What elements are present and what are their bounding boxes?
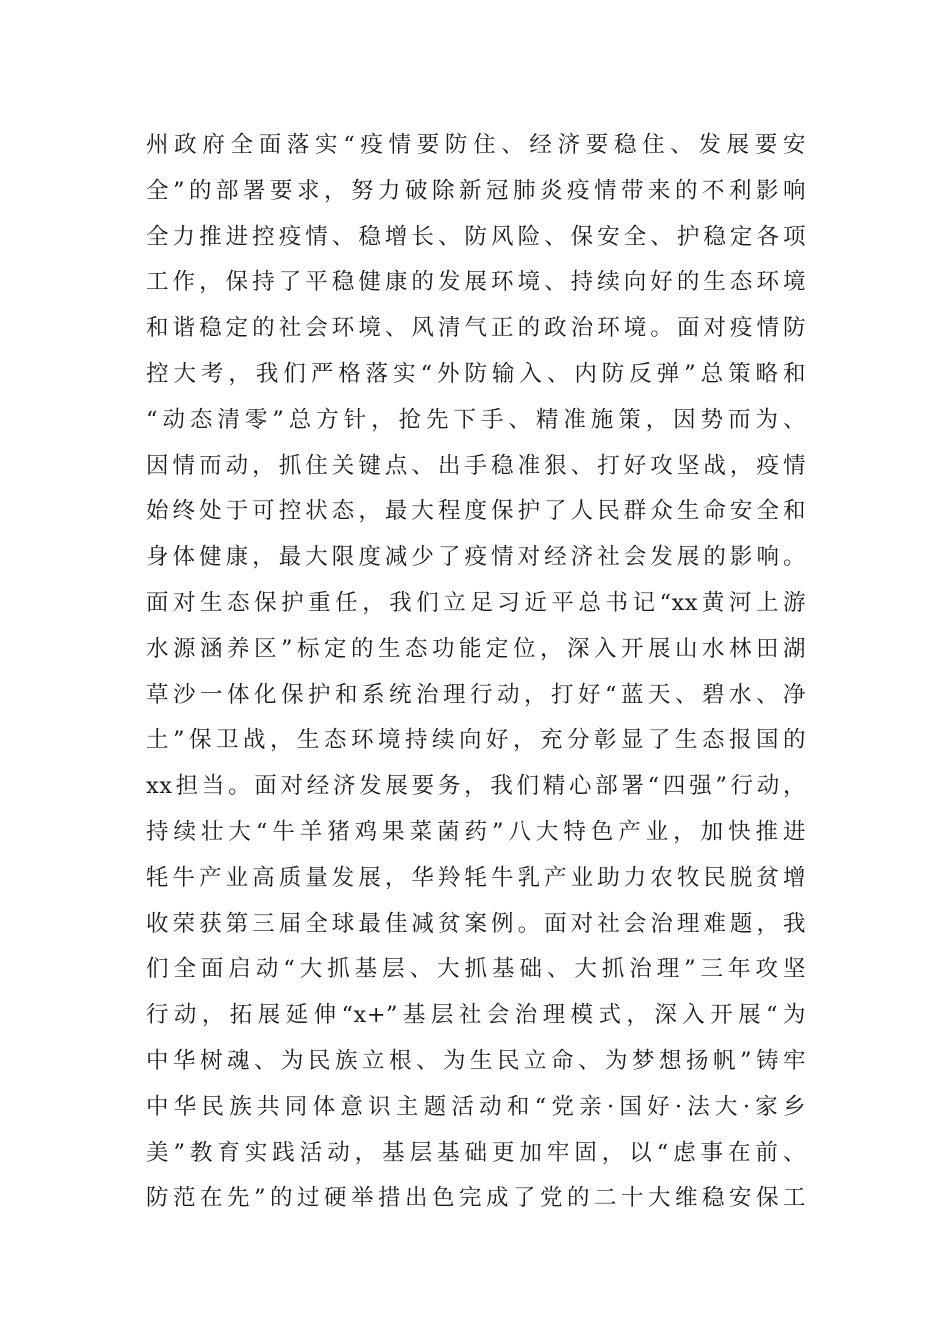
text-line: 州政府全面落实“疫情要防住、经济要稳住、发展要安 [146, 132, 806, 158]
text-line: 和谐稳定的社会环境、风清气正的政治环境。面对疫情防 [146, 315, 806, 342]
text-line: 收荣获第三届全球最佳减贫案例。面对社会治理难题，我 [146, 910, 806, 937]
text-line: 牦牛产业高质量发展，华羚牦牛乳产业助力农牧民脱贫增 [146, 864, 806, 891]
text-line: 面对生态保护重任，我们立足习近平总书记“xx黄河上游 [146, 589, 806, 616]
text-line: 控大考，我们严格落实“外防输入、内防反弹”总策略和 [146, 360, 806, 387]
text-line: 身体健康，最大限度减少了疫情对经济社会发展的影响。 [146, 544, 806, 571]
text-line: 防范在先”的过硬举措出色完成了党的二十大维稳安保工 [146, 1185, 806, 1212]
text-line: 全力推进控疫情、稳增长、防风险、保安全、护稳定各项 [146, 223, 806, 250]
text-line: 工作，保持了平稳健康的发展环境、持续向好的生态环境 [146, 269, 806, 296]
text-line: 持续壮大“牛羊猪鸡果菜菌药”八大特色产业，加快推进 [146, 818, 806, 845]
text-line: 行动，拓展延伸“x+”基层社会治理模式，深入开展“为 [146, 1002, 806, 1029]
text-line: 土”保卫战，生态环境持续向好，充分彰显了生态报国的 [146, 727, 806, 754]
text-line: “动态清零”总方针，抢先下手、精准施策，因势而为、 [146, 406, 806, 433]
text-line: 始终处于可控状态，最大程度保护了人民群众生命安全和 [146, 498, 806, 525]
text-line: 们全面启动“大抓基层、大抓基础、大抓治理”三年攻坚 [146, 956, 806, 983]
body-paragraph [146, 123, 806, 1222]
text-line: 因情而动，抓住关键点、出手稳准狠、打好攻坚战，疫情 [146, 452, 806, 479]
text-line: 美”教育实践活动，基层基础更加牢固，以“虑事在前、 [146, 1139, 806, 1166]
text-line: 水源涵养区”标定的生态功能定位，深入开展山水林田湖 [146, 635, 806, 662]
text-line: 中华树魂、为民族立根、为生民立命、为梦想扬帆”铸牢 [146, 1047, 806, 1074]
text-line: 全”的部署要求，努力破除新冠肺炎疫情带来的不利影响 [146, 177, 806, 204]
text-line: 草沙一体化保护和系统治理行动，打好“蓝天、碧水、净 [146, 681, 806, 708]
text-line: xx担当。面对经济发展要务，我们精心部署“四强”行动， [146, 773, 806, 800]
text-line: 中华民族共同体意识主题活动和“党亲·国好·法大·家乡 [146, 1093, 806, 1120]
